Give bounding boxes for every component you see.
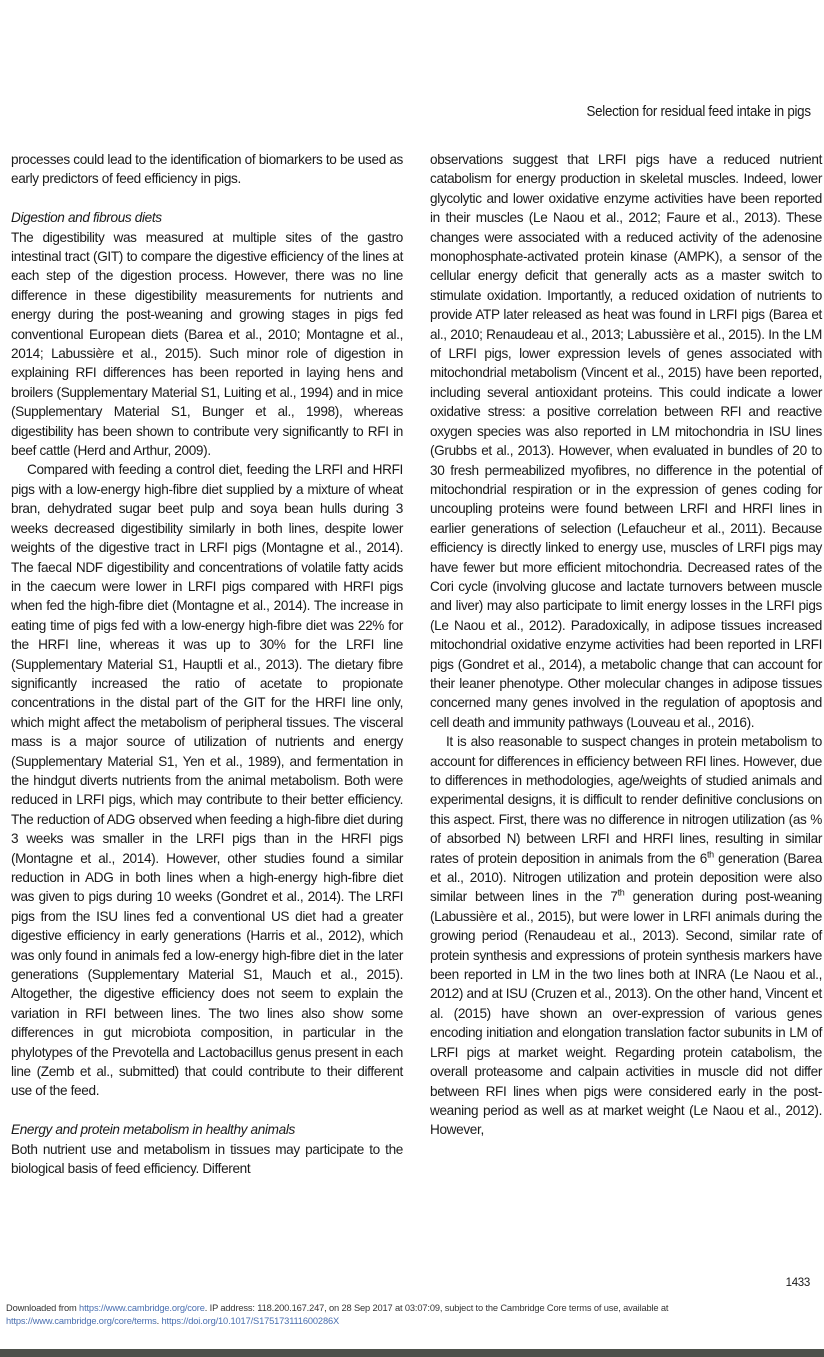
section-heading-digestion: Digestion and fibrous diets [11,210,162,226]
text-run: It is also reasonable to suspect changes in protein metabolism to account for differences in efficiency between RFI lines. However, due to differences in methodologies, age/weights of studied animals and experimental designs, it is difficult to render definitive conclusions on this aspect. First, there was no difference in nitrogen utilization (as % of absorbed N) between LRFI and HRFI lines, resulting in similar rates of protein deposition in animals from the 6 [430,734,822,866]
superscript: th [706,849,714,860]
superscript: th [617,887,625,898]
download-prefix: Downloaded from [6,1303,80,1313]
link-separator: . [156,1316,162,1326]
body-paragraph: The digestibility was measured at multiple sites of the gastro intestinal tract (GIT) to compare the digestive efficiency of the lines at each step of the digestion process. However, there was no line difference in these digestibility measurements for nutrients and energy during the post-weaning and growing stages in pigs fed conventional European diets (Barea et al., 2010; Montagne et al., 2014; Labussière et al., 2015). Such minor role of digestion in explaining RFI differences has been reported in laying hens and broilers (Supplementary Material S1, Luiting et al., 1994) and in mice (Supplementary Material S1, Bunger et al., 1998), whereas digestibility has been shown to contribute very significantly to RFI in beef cattle (Herd and Arthur, 2009). [11,229,403,459]
text-run: generation during post-weaning (Labussière et al., 2015), but were lower in LRFI animals during the growing period (Renaudeau et al., 2013). Second, similar rate of protein synthesis and expressions of protein synthesis markers have been reported in LM in the two lines both at INRA (Le Naou et al., 2012) and at ISU (Cruzen et al., 2013). On the other hand, Vincent et al. (2015) have shown an over-expression of various genes encoding initiation and elongation translation factor subunits in LM of LRFI pigs at market weight. Regarding protein catabolism, the overall proteasome and calpain activities in muscle did not differ between RFI lines when pigs were considered early in the post-weaning period as well as at market weight (Le Naou et al., 2012). However, [430,889,823,1138]
spacer [11,1101,403,1120]
body-paragraph: Both nutrient use and metabolism in tissues may participate to the biological basis of feed efficiency. Different [11,1141,403,1177]
body-paragraph: Compared with feeding a control diet, feeding the LRFI and HRFI pigs with a low-energy high-fibre diet supplied by a mixture of wheat bran, dehydrated sugar beet pulp and soya bean hulls during 3 weeks decreased digestibility similarly in both lines, despite lower weights of the digestive tract in LRFI pigs (Montagne et al., 2014). The faecal NDF digestibility and concentrations of volatile fatty acids in the caecum were lower in LRFI pigs compared with HRFI pigs when fed the high-fibre diet (Montagne et al., 2014). The increase in eating time of pigs fed with a low-energy high-fibre diet was 22% for the HRFI line, whereas it was up to 30% for the LRFI line (Supplementary Material S1, Hauptli et al., 2013). The dietary fibre significantly increased the ratio of acetate to propionate concentrations in the distal part of the GIT for the HRFI line only, which might affect the metabolism of peripheral tissues. The visceral mass is a major source of utilization of nutrients and energy (Supplementary Material S1, Yen et al., 1989), and fermentation in the hindgut diverts nutrients from the animal metabolism. Both were reduced in LRFI pigs, which may contribute to their better efficiency. The reduction of ADG observed when feeding a high-fibre diet during 3 weeks was smaller in the LRFI pigs than in the HRFI pigs (Montagne et al., 2014). However, other studies found a similar reduction in ADG in both lines when a high-energy high-fibre diet was given to pigs during 10 weeks (Gondret et al., 2014). The LRFI pigs from the ISU lines fed a conventional US diet had a greater digestive efficiency in early generations (Harris et al., 2012), which was only found in animals fed a low-energy high-fibre diet in the later generations (Supplementary Material S1, Mauch et al., 2015). Altogether, the digestive efficiency does not seem to explain the variation in RFI between lines. The two lines also show some differences in gut microbiota composition, in particular in the phylotypes of the Prevotella and Lactobacillus genus present in each line (Zemb et al., submitted) that could contribute to their different use of the feed. [11,462,403,1099]
text-run: generation (Barea et al., 2010). Nitrogen utilization and protein deposition were also similar between lines in the 7 [430,850,822,905]
left-column [11,150,403,1179]
spacer [11,189,403,208]
viewer-bottom-bar [0,1349,824,1357]
running-head: Selection for residual feed intake in pigs [586,104,811,120]
body-paragraph [430,732,822,1140]
download-note [6,1302,806,1328]
right-column [430,150,822,1140]
doi-link[interactable]: https://doi.org/10.1017/S175173111600286X [161,1316,340,1326]
cambridge-core-link[interactable]: https://www.cambridge.org/core [79,1303,205,1313]
section-heading-energy-protein: Energy and protein metabolism in healthy animals [11,1122,295,1138]
intro-paragraph: processes could lead to the identification of biomarkers to be used as early predictors of feed efficiency in pigs. [11,152,403,187]
terms-link[interactable]: https://www.cambridge.org/core/terms [6,1316,157,1326]
body-paragraph: observations suggest that LRFI pigs have a reduced nutrient catabolism for energy production in skeletal muscles. Indeed, lower glycolytic and lower oxidative enzyme activities have been reported in their muscles (Le Naou et al., 2012; Faure et al., 2013). These changes were associated with a reduced activity of the adenosine monophosphate-activated protein kinase (AMPK), a sensor of the cellular energy deficit that generally acts as a master switch to stimulate oxidation. Importantly, a reduced oxidation of nutrients to provide ATP later released as heat was found in LRFI pigs (Barea et al., 2010; Renaudeau et al., 2013; Labussière et al., 2015). In the LM of LRFI pigs, lower expression levels of genes associated with mitochondrial metabolism (Vincent et al., 2015) have been reported, including several antioxidant proteins. This could indicate a lower oxidative stress: a positive correlation between RFI and reactive oxygen species was also reported in LM mitochondria in ISU lines (Grubbs et al., 2013). However, when evaluated in bundles of 20 to 30 fresh permeabilized myofibres, no difference in the potential of mitochondrial respiration or in the expression of genes coding for uncoupling proteins were found between LRFI and HRFI lines in earlier generations of selection (Lefaucheur et al., 2011). Because efficiency is directly linked to energy use, muscles of LRFI pigs may have fewer but more efficient mitochondria. Decreased rates of the Cori cycle (involving glucose and lactate turnovers between muscle and liver) may also participate to limit energy losses in the LRFI pigs (Le Naou et al., 2012). Paradoxically, in adipose tissues increased mitochondrial oxidative enzyme activities had been reported in LRFI pigs (Gondret et al., 2014), a metabolic change that can account for their leaner phenotype. Other molecular changes in adipose tissues concerned many genes involved in the regulation of apoptosis and cell death and immunity pathways (Louveau et al., 2016). [430,152,822,730]
download-middle: . IP address: 118.200.167.247, on 28 Sep 2017 at 03:07:09, subject to the Cambridge Core terms of use, available at [204,1303,669,1313]
page-number: 1433 [785,1277,810,1289]
